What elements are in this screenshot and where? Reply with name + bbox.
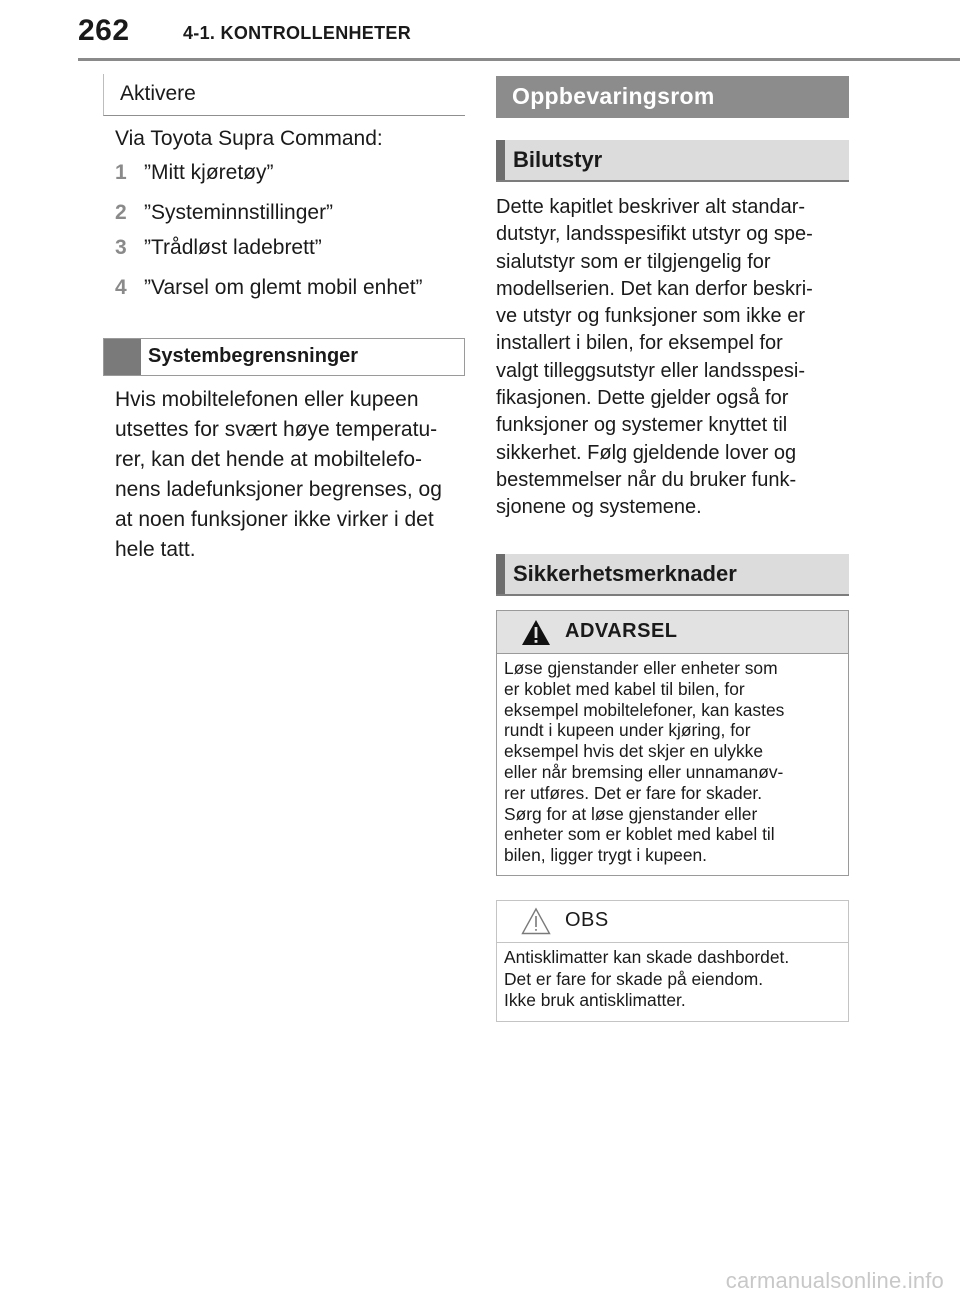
heading-bar bbox=[496, 554, 505, 594]
paragraph-line: rer, kan det hende at mobiltelefo- bbox=[115, 448, 423, 471]
system-limits-paragraph bbox=[115, 385, 465, 565]
aktivere-heading bbox=[103, 74, 465, 116]
step-1 bbox=[115, 161, 273, 185]
paragraph-line: installert i bilen, for eksempel for bbox=[496, 332, 783, 355]
sikkerhetsmerknader-heading bbox=[496, 554, 849, 596]
obs-header bbox=[497, 901, 848, 943]
paragraph-line: bestemmelser når du bruker funk- bbox=[496, 468, 797, 491]
warning-line: rundt i kupeen under kjøring, for bbox=[504, 720, 751, 741]
systembegrensninger-label: Systembegrensninger bbox=[148, 345, 359, 367]
step-number: 1 bbox=[115, 161, 127, 184]
paragraph-line: funksjoner og systemer knyttet til bbox=[496, 414, 788, 437]
paragraph-line: hele tatt. bbox=[115, 538, 196, 561]
step-4 bbox=[115, 276, 423, 300]
obs-box bbox=[496, 900, 849, 1022]
page-number: 262 bbox=[78, 14, 130, 47]
step-2 bbox=[115, 201, 333, 225]
obs-line: Det er fare for skade på eiendom. bbox=[504, 968, 764, 989]
paragraph-line: fikasjonen. Dette gjelder også for bbox=[496, 387, 789, 410]
warning-triangle-filled-icon bbox=[521, 619, 551, 646]
step-3 bbox=[115, 236, 322, 260]
sikkerhetsmerknader-label: Sikkerhetsmerknader bbox=[513, 561, 737, 586]
oppbevaringsrom-heading: Oppbevaringsrom bbox=[496, 76, 849, 118]
watermark: carmanualsonline.info bbox=[725, 1268, 944, 1293]
bilutstyr-paragraph bbox=[496, 194, 849, 522]
step-number: 2 bbox=[115, 201, 127, 224]
paragraph-line: utsettes for svært høye temperatu- bbox=[115, 418, 438, 441]
paragraph-line: ve utstyr og funksjoner som ikke er bbox=[496, 305, 806, 328]
warning-line: bilen, ligger trygt i kupeen. bbox=[504, 845, 708, 866]
warning-box bbox=[496, 610, 849, 876]
obs-title: OBS bbox=[565, 909, 609, 931]
aktivere-label: Aktivere bbox=[120, 82, 196, 105]
warning-line: Løse gjenstander eller enheter som bbox=[504, 658, 778, 678]
paragraph-line: nens ladefunksjoner begrenses, og bbox=[115, 478, 442, 501]
heading-bar bbox=[496, 140, 505, 180]
step-text: ”Mitt kjøretøy” bbox=[144, 161, 274, 184]
obs-line: Antisklimatter kan skade dashbordet. bbox=[504, 947, 790, 967]
paragraph-line: sjonene og systemene. bbox=[496, 496, 702, 519]
obs-line: Ikke bruk antisklimatter. bbox=[504, 990, 686, 1010]
paragraph-line: sialutstyr som er tilgjengelig for bbox=[496, 250, 771, 273]
warning-line: er koblet med kabel til bilen, for bbox=[504, 678, 745, 699]
warning-line: eksempel mobiltelefoner, kan kastes bbox=[504, 699, 785, 720]
paragraph-line: Dette kapitlet beskriver alt standar- bbox=[496, 196, 806, 218]
bilutstyr-heading bbox=[496, 140, 849, 182]
header-rule bbox=[78, 58, 960, 61]
warning-header bbox=[497, 611, 848, 654]
systembegrensninger-heading bbox=[103, 338, 465, 376]
step-number: 3 bbox=[115, 236, 127, 259]
bilutstyr-label: Bilutstyr bbox=[513, 147, 603, 172]
warning-line: eller når bremsing eller unnamanøv- bbox=[504, 761, 784, 782]
warning-line: rer utføres. Det er fare for skader. bbox=[504, 782, 763, 803]
paragraph-line: sikkerhet. Følg gjeldende lover og bbox=[496, 441, 797, 464]
via-text: Via Toyota Supra Command: bbox=[115, 127, 383, 150]
heading-bar bbox=[104, 339, 141, 375]
warning-line: Sørg for at løse gjenstander eller bbox=[504, 803, 758, 824]
warning-triangle-outline-icon bbox=[521, 907, 551, 935]
step-text: ”Varsel om glemt mobil enhet” bbox=[144, 276, 423, 299]
warning-line: enheter som er koblet med kabel til bbox=[504, 824, 775, 845]
warning-line: eksempel hvis det skjer en ulykke bbox=[504, 741, 764, 762]
step-number: 4 bbox=[115, 276, 127, 299]
paragraph-line: at noen funksjoner ikke virker i det bbox=[115, 508, 434, 531]
paragraph-line: dutstyr, landsspesifikt utstyr og spe- bbox=[496, 223, 813, 246]
paragraph-line: Hvis mobiltelefonen eller kupeen bbox=[115, 388, 419, 411]
paragraph-line: valgt tilleggsutstyr eller landsspesi- bbox=[496, 359, 806, 382]
obs-body bbox=[497, 943, 848, 1012]
step-text: ”Systeminnstillinger” bbox=[144, 201, 334, 224]
section-title: 4-1. KONTROLLENHETER bbox=[183, 23, 412, 43]
paragraph-line: modellserien. Det kan derfor beskri- bbox=[496, 277, 813, 300]
warning-body bbox=[497, 654, 848, 866]
step-text: ”Trådløst ladebrett” bbox=[144, 236, 322, 259]
warning-title: ADVARSEL bbox=[565, 620, 678, 642]
